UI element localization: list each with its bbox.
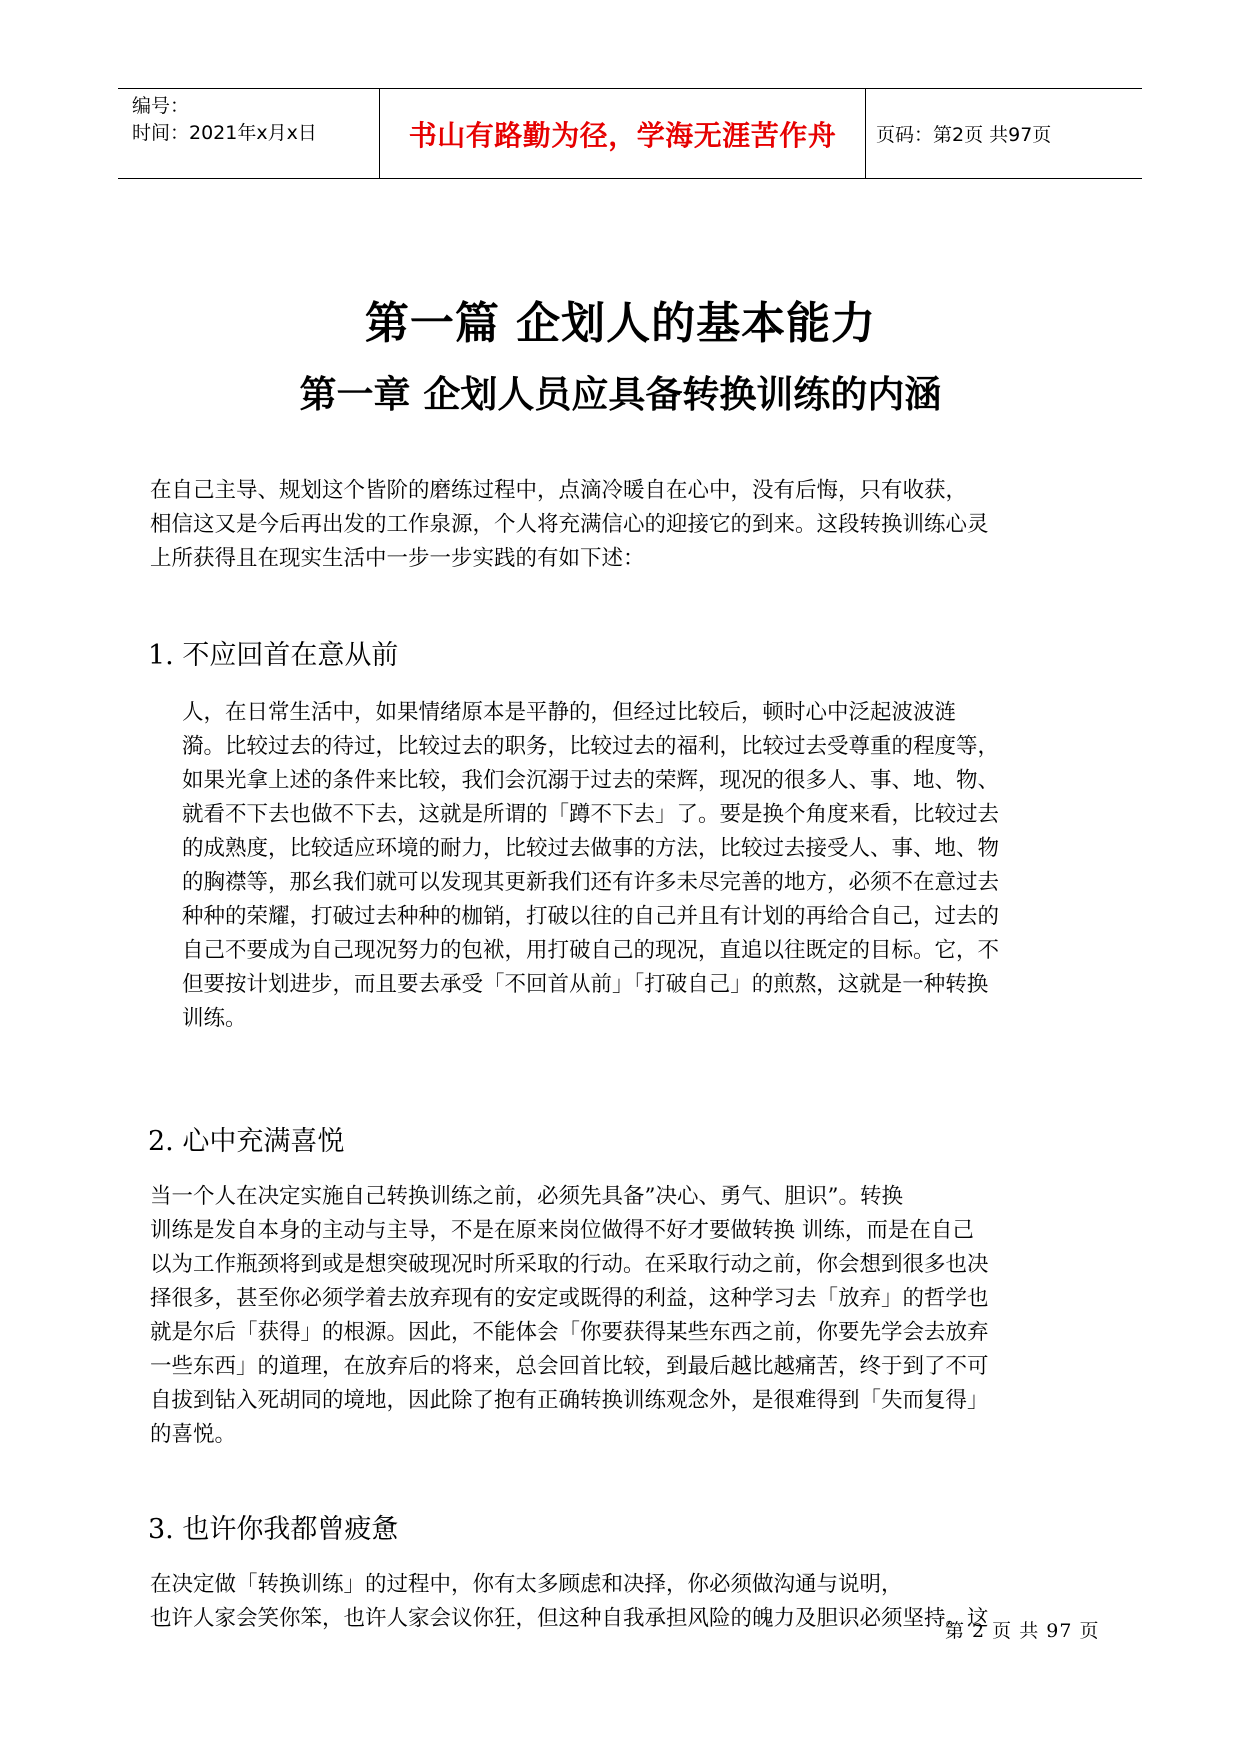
header-motto-cell [380,89,866,178]
paragraph-line: 在自己主导、规划这个皆阶的磨练过程中，点滴冷暖自在心中，没有后悔，只有收获， [150,478,968,503]
paragraph-line: 也许人家会笑你笨，也许人家会议你狂，但这种自我承担风险的魄力及胆识必须坚持。这 [150,1606,989,1631]
paragraph-line: 但要按计划进步，而且要去承受「不回首从前」「打破自己」的煎熬，这就是一种转换 [182,972,989,997]
chapter-title: 第一章 企划人员应具备转换训练的内涵 [299,372,942,416]
paragraph-line: 的喜悦。 [150,1422,237,1447]
paragraph-line: 漪。比较过去的待过，比较过去的职务，比较过去的福利，比较过去受尊重的程度等， [182,734,1000,759]
section-1-paragraph [182,696,999,1036]
paragraph-line: 的成熟度，比较适应环境的耐力，比较过去做事的方法，比较过去接受人、事、地、物 [182,836,1000,861]
paragraph-line: 相信这又是今后再出发的工作泉源，个人将充满信心的迎接它的到来。这段转换训练心灵 [150,512,989,537]
paragraph-line: 在决定做「转换训练」的过程中，你有太多顾虑和决择，你必须做沟通与说明， [150,1572,903,1597]
paragraph-line: 当一个人在决定实施自己转换训练之前，必须先具备”决心、勇气、胆识”。转换 [150,1184,903,1209]
section-3-paragraph [150,1568,989,1636]
motto-text: 书山有路勤为径，学海无涯苦作舟 [408,118,837,152]
paragraph-line: 以为工作瓶颈将到或是想突破现况时所采取的行动。在采取行动之前，你会想到很多也决 [150,1252,989,1277]
paragraph-line: 自己不要成为自己现况努力的包袱，用打破自己的现况，直追以往既定的目标。它，不 [182,938,1000,963]
paragraph-line: 如果光拿上述的条件来比较，我们会沉溺于过去的荣辉，现况的很多人、事、地、物、 [182,768,1000,793]
paragraph-line: 训练。 [182,1006,247,1031]
paragraph-line: 上所获得且在现实生活中一步一步实践的有如下述： [150,546,645,571]
paragraph-line: 人，在日常生活中，如果情绪原本是平静的，但经过比较后，顿时心中泛起波波涟 [182,700,957,725]
part-title: 第一篇 企划人的基本能力 [364,298,877,349]
page-info: 页码：第2页 共97页 [876,124,1052,146]
paragraph-line: 就看不下去也做不下去，这就是所谓的「蹲不下去」了。要是换个角度来看，比较过去 [182,802,1000,827]
page-footer: 第 2 页 共 97 页 [945,1620,1100,1642]
paragraph-line: 就是尔后「获得」的根源。因此，不能体会「你要获得某些东西之前，你要先学会去放弃 [150,1320,989,1345]
section-heading-2: 2. 心中充满喜悦 [148,1126,345,1157]
intro-paragraph [150,474,989,576]
header-page-cell [866,89,1142,178]
paragraph-line: 一些东西」的道理，在放弃后的将来，总会回首比较，到最后越比越痛苦，终于到了不可 [150,1354,989,1379]
time-label: 时间：2021年x月x日 [132,122,317,144]
section-heading-3: 3. 也许你我都曾疲惫 [148,1514,399,1545]
paragraph-line: 择很多，甚至你必须学着去放弃现有的安定或既得的利益，这种学习去「放弃」的哲学也 [150,1286,989,1311]
section-2-paragraph [150,1180,989,1452]
paragraph-line: 训练是发自本身的主动与主导，不是在原来岗位做得不好才要做转换 训练，而是在自己 [150,1218,974,1243]
paragraph-line: 种种的荣耀，打破过去种种的枷销，打破以往的自己并且有计划的再给合自己，过去的 [182,904,1000,929]
paragraph-line: 的胸襟等，那幺我们就可以发现其更新我们还有许多未尽完善的地方，必须不在意过去 [182,870,1000,895]
header-meta-cell [118,89,380,178]
paragraph-line: 自拔到钻入死胡同的境地，因此除了抱有正确转换训练观念外，是很难得到「失而复得」 [150,1388,989,1413]
number-label: 编号： [132,95,190,117]
section-heading-1: 1. 不应回首在意从前 [148,640,399,671]
document-header [118,88,1142,179]
